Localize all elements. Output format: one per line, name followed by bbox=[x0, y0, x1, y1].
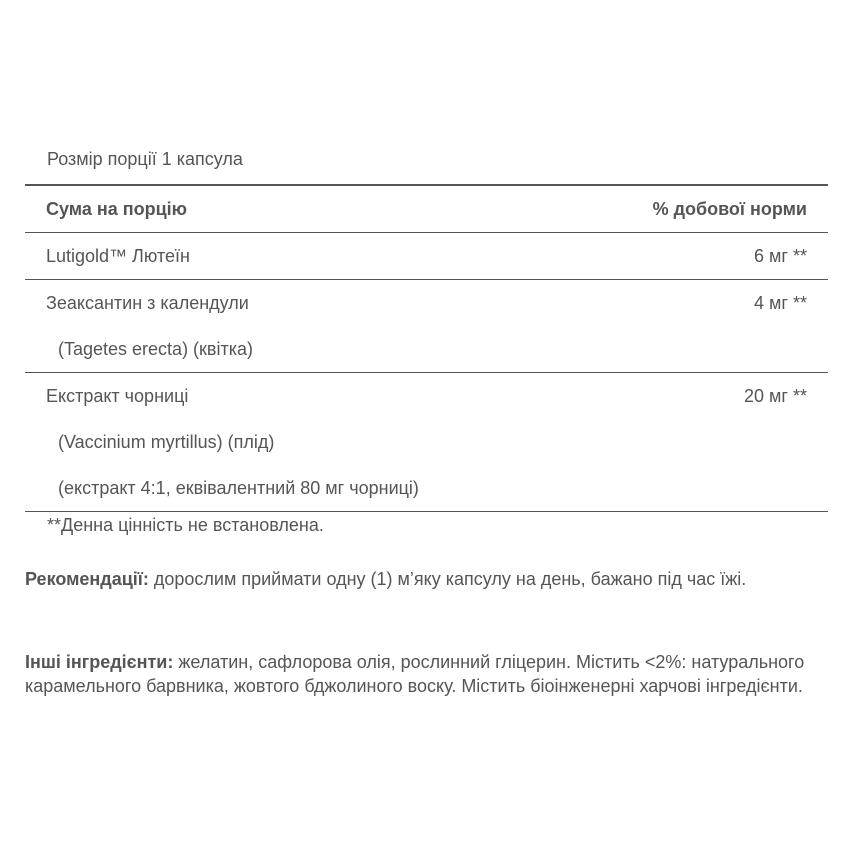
footnote: **Денна цінність не встановлена. bbox=[47, 515, 324, 535]
recommendations-text: дорослим приймати одну (1) м’яку капсулу на день, бажано під час їжі. bbox=[148, 569, 747, 589]
ingredient-detail: (екстракт 4:1, еквівалентний 80 мг чорниці) bbox=[58, 478, 419, 498]
ingredient-name: Екстракт чорниці bbox=[46, 386, 189, 406]
table-row bbox=[25, 280, 828, 373]
header-amount-per-serving: Сума на порцію bbox=[46, 199, 188, 219]
other-ingredients-label: Інші інгредієнти: bbox=[25, 652, 174, 672]
other-ingredients bbox=[25, 650, 835, 698]
ingredient-name: Lutigold™ Лютеїн bbox=[46, 246, 190, 266]
ingredient-name: Зеаксантин з календули bbox=[46, 293, 249, 313]
table-row bbox=[25, 233, 828, 280]
ingredient-amount: 4 мг ** bbox=[754, 293, 807, 313]
ingredient-amount: 6 мг ** bbox=[754, 246, 807, 266]
table-header bbox=[25, 186, 828, 233]
serving-size: Розмір порції 1 капсула bbox=[47, 149, 243, 169]
recommendations bbox=[25, 567, 835, 591]
table-row bbox=[25, 373, 828, 512]
other-ingredients-text: желатин, сафлорова олія, рослинний гліцерин. Містить <2%: натурального карамельного барвника, жовтого бджолиного воску. Містить біоінженерні харчові інгредієнти. bbox=[25, 652, 805, 696]
ingredient-detail: (Tagetes erecta) (квітка) bbox=[58, 339, 254, 359]
recommendations-label: Рекомендації: bbox=[25, 569, 149, 589]
ingredient-amount: 20 мг ** bbox=[744, 386, 807, 406]
header-daily-value: % добової норми bbox=[652, 199, 807, 219]
supplement-facts-table bbox=[25, 184, 828, 512]
ingredient-detail: (Vaccinium myrtillus) (плід) bbox=[58, 432, 275, 452]
